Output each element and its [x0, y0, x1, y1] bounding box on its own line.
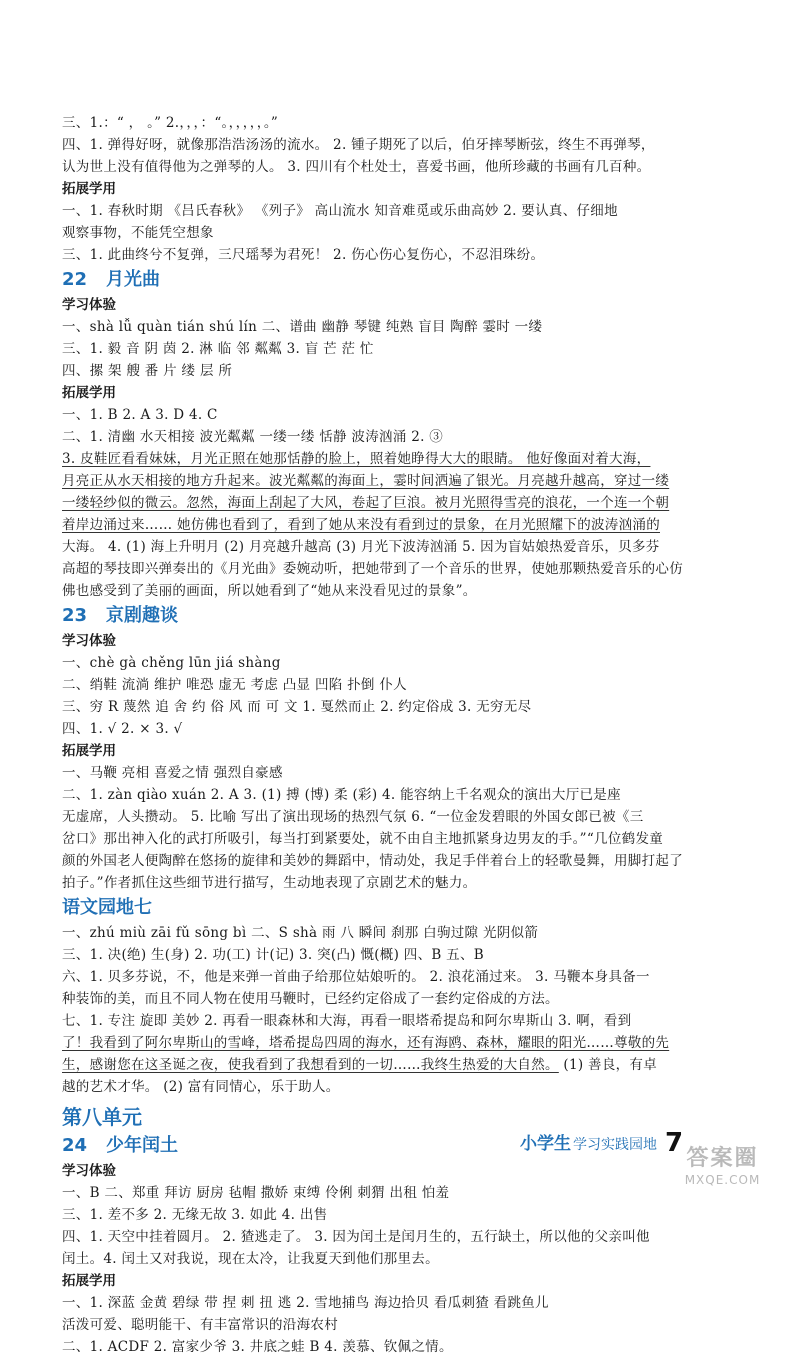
section-subheading: 拓展学用: [62, 385, 116, 401]
text-line: 二、1. zàn qiào xuán 2. A 3. (1) 搏 (博) 柔 (彩) 4. 能容纳上千名观众的演出大厅已是座: [62, 787, 621, 803]
underlined-line: 了！我看到了阿尔卑斯山的雪峰，塔希提岛四周的海水，还有海鸥、森林，耀眼的阳光……尊敬的先: [62, 1035, 670, 1051]
lesson-title: 月光曲: [106, 269, 160, 290]
text-line: 闰土。4. 闰土又对我说，现在太冷，让我夏天到他们那里去。: [62, 1251, 439, 1267]
text-line: 种装饰的美，而且不同人物在使用马鞭时，已经约定俗成了一套约定俗成的方法。: [62, 991, 559, 1007]
text-line: 拍子。”作者抓住这些细节进行描写，生动地表现了京剧艺术的魅力。: [62, 875, 477, 891]
text-line: 高超的琴技即兴弹奏出的《月光曲》委婉动听，把她带到了一个音乐的世界，使她那颗热爱音乐的心仿: [62, 561, 683, 577]
section-subheading: 拓展学用: [62, 1273, 116, 1289]
underlined-line: 一缕轻纱似的微云。忽然，海面上刮起了大风，卷起了巨浪。被月光照得雪亮的浪花，一个连一个朝: [62, 495, 670, 511]
text-line: 大海。 4. (1) 海上升明月 (2) 月亮越升越高 (3) 月光下波涛汹涌 5. 因为盲姑娘热爱音乐，贝多芬: [62, 539, 660, 555]
text-line: 一、chè gà chěng lūn jiá shàng: [62, 655, 281, 671]
text-line: 三、穷 R 蔑然 追 舍 约 俗 风 而 可 文 1. 戛然而止 2. 约定俗成 3. 无穷无尽: [62, 699, 532, 715]
text-line: 一、zhú miù zāi fǔ sōng bì 二、S shà 雨 八 瞬间 刹那 白驹过隙 光阴似箭: [62, 925, 539, 941]
section-subheading: 学习体验: [62, 633, 116, 649]
lesson-number: 24: [62, 1135, 88, 1156]
lesson-title: 京剧趣谈: [106, 605, 178, 626]
text-line: 一、1. 春秋时期 《吕氏春秋》 《列子》 高山流水 知音难觅或乐曲高妙 2. 要认真、仔细地: [62, 203, 618, 219]
text-line: 越的艺术才华。 (2) 富有同情心，乐于助人。: [62, 1079, 340, 1095]
text-line: 六、1. 贝多芬说，不，他是来弹一首曲子给那位姑娘听的。 2. 浪花涌过来。 3. 马鞭本身具备一: [62, 969, 650, 985]
text-line: 岔口》那出神入化的武打所吸引，每当打到紧要处，就不由自主地抓紧身边男友的手。”“几位鹤发童: [62, 831, 664, 847]
text-line: 一、B 二、郑重 拜访 厨房 毡帽 撒娇 束缚 伶俐 刺猬 出租 怕羞: [62, 1185, 450, 1201]
underlined-line: 月亮正从水天相接的地方升起来。波光粼粼的海面上，霎时间洒遍了银光。月亮越升越高，穿过一缕: [62, 473, 670, 489]
text-line: 活泼可爱、聪明能干、有丰富常识的沿海农村: [62, 1317, 338, 1333]
text-line: 二、1. ACDF 2. 富家少爷 3. 井底之蛙 B 4. 羡慕、钦佩之情。: [62, 1339, 453, 1355]
underlined-line: 3. 皮鞋匠看看妹妹，月光正照在她那恬静的脸上，照着她睁得大大的眼睛。 他好像面对着大海，: [62, 451, 651, 467]
underlined-line: 着岸边涌过来…… 她仿佛也看到了，看到了她从来没有看到过的景象，在月光照耀下的波涛汹涌的: [62, 517, 660, 533]
text-tail: (1) 善良，有卓: [563, 1057, 658, 1073]
text-line: 佛也感受到了美丽的画面，所以她看到了“她从来没看见过的景象”。: [62, 583, 477, 599]
section-title: 语文园地七: [62, 897, 152, 918]
footer-brand: 小学生: [520, 1134, 571, 1154]
text-line: 一、1. B 2. A 3. D 4. C: [62, 407, 218, 423]
block-top: [62, 112, 762, 178]
underlined-text: 生，感谢您在这圣诞之夜，使我看到了我想看到的一切……我终生热爱的大自然。: [62, 1057, 559, 1073]
text-line: 四、摞 架 艘 番 片 缕 层 所: [62, 363, 233, 379]
section-heading: [62, 894, 762, 922]
watermark-text: 答案圈: [686, 1146, 759, 1171]
text-line: 认为世上没有值得他为之弹琴的人。 3. 四川有个杜处士，喜爱书画，他所珍藏的书画有几百种。: [62, 159, 651, 175]
lesson-title: 少年闰土: [106, 1135, 178, 1156]
text-line: 三、1.：“ ， 。” 2.，，，：“。，，，，，。”: [62, 115, 279, 131]
unit-heading: 第八单元: [62, 1105, 142, 1129]
text-line: 三、1. 毅 音 阴 茵 2. 淋 临 邻 粼粼 3. 盲 芒 茫 忙: [62, 341, 374, 357]
text-line: 三、1. 决(绝) 生(身) 2. 功(工) 计(记) 3. 突(凸) 慨(概) 四、B 五、B: [62, 947, 484, 963]
text-line: 三、1. 此曲终兮不复弹，三尺瑶琴为君死！ 2. 伤心伤心复伤心，不忍泪珠纷。: [62, 247, 545, 263]
text-line: 四、1. 弹得好呀，就像那浩浩汤汤的流水。 2. 锺子期死了以后，伯牙摔琴断弦，终生不再弹琴，: [62, 137, 655, 153]
text-line: 一、shà lǚ quàn tián shú lín 二、谱曲 幽静 琴键 纯熟 盲目 陶醉 霎时 一缕: [62, 319, 543, 335]
text-line: 七、1. 专注 旋即 美妙 2. 再看一眼森林和大海，再看一眼塔希提岛和阿尔卑斯山 3. 啊，看到: [62, 1013, 632, 1029]
text-line: 二、1. 清幽 水天相接 波光粼粼 一缕一缕 恬静 波涛汹涌 2. ③: [62, 429, 444, 445]
section-subheading: 拓展学用: [62, 743, 116, 759]
text-line: 无虚席，人头攒动。 5. 比喻 写出了演出现场的热烈气氛 6. “一位金发碧眼的外国女郎已被《三: [62, 809, 644, 825]
lesson-heading: [62, 266, 762, 294]
lesson-heading: [62, 602, 762, 630]
footer-subtitle: 学习实践园地: [573, 1137, 657, 1153]
block-a: [62, 200, 762, 266]
text-line: 三、1. 差不多 2. 无缘无故 3. 如此 4. 出售: [62, 1207, 328, 1223]
watermark-url: MXQE.COM: [684, 1173, 761, 1187]
text-line: 二、绡鞋 流淌 维护 唯恐 虚无 考虑 凸显 凹陷 扑倒 仆人: [62, 677, 407, 693]
text-line: 观察事物，不能凭空想象: [62, 225, 214, 241]
text-line-mixed: [62, 1054, 762, 1076]
text-line: 一、马鞭 亮相 喜爱之情 强烈自豪感: [62, 765, 283, 781]
page-number: 7: [665, 1128, 684, 1158]
text-line: 一、1. 深蓝 金黄 碧绿 带 捏 刺 扭 逃 2. 雪地捕鸟 海边拾贝 看瓜刺猹 看跳鱼儿: [62, 1295, 549, 1311]
text-line: 颜的外国老人便陶醉在悠扬的旋律和美妙的舞蹈中，情动处，我足手伴着台上的轻歌曼舞，用脚打起了: [62, 853, 683, 869]
section-subheading: 学习体验: [62, 1163, 116, 1179]
text-line: 四、1. √ 2. × 3. √: [62, 721, 183, 737]
section-subheading: 拓展学用: [62, 181, 116, 197]
lesson-number: 23: [62, 605, 88, 626]
watermark-logo: [660, 1145, 785, 1195]
text-line: 四、1. 天空中挂着圆月。 2. 猹逃走了。 3. 因为闰土是闰月生的，五行缺土，所以他的父亲叫他: [62, 1229, 650, 1245]
answer-page: [62, 112, 762, 1358]
lesson-number: 22: [62, 269, 88, 290]
section-subheading: 学习体验: [62, 297, 116, 313]
